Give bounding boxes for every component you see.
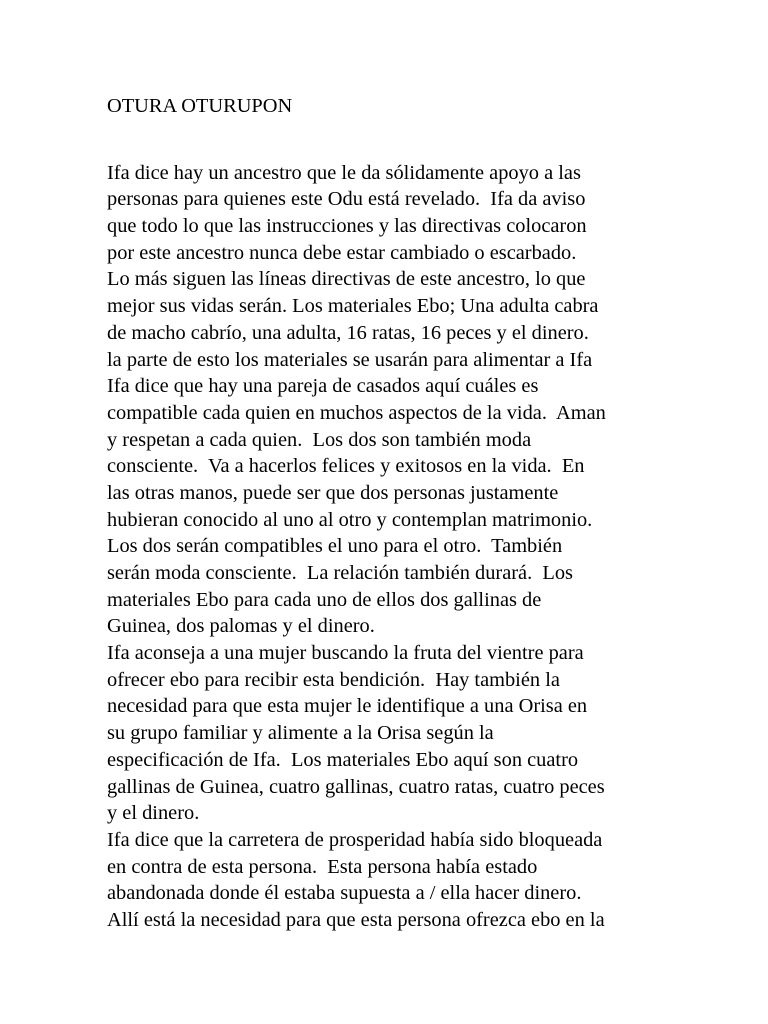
text-line: Ifa aconseja a una mujer buscando la fruta del vientre para: [107, 642, 584, 665]
text-line: Guinea, dos palomas y el dinero.: [107, 615, 375, 638]
text-line: especificación de Ifa. Los materiales Ebo aquí son cuatro: [107, 748, 579, 771]
text-line: por este ancestro nunca debe estar cambiado o escarbado.: [107, 241, 577, 264]
text-line: las otras manos, puede ser que dos personas justamente: [107, 481, 559, 504]
text-line: Ifa dice hay un ancestro que le da sólidamente apoyo a las: [107, 161, 581, 184]
text-line: Ifa dice que la carretera de prosperidad había sido bloqueada: [107, 828, 603, 851]
text-line: necesidad para que esta mujer le identifique a una Orisa en: [107, 695, 588, 718]
text-line: materiales Ebo para cada uno de ellos dos gallinas de: [107, 588, 542, 611]
text-line: ofrecer ebo para recibir esta bendición. Hay también la: [107, 668, 560, 691]
text-line: y el dinero.: [107, 802, 200, 825]
text-line: hubieran conocido al uno al otro y contemplan matrimonio.: [107, 508, 593, 531]
text-line: compatible cada quien en muchos aspectos de la vida. Aman: [107, 401, 606, 424]
text-line: mejor sus vidas serán. Los materiales Ebo; Una adulta cabra: [107, 295, 599, 318]
text-line: Los dos serán compatibles el uno para el otro. También: [107, 535, 563, 558]
text-line: la parte de esto los materiales se usarán para alimentar a Ifa: [107, 348, 593, 371]
text-line: serán moda consciente. La relación también durará. Los: [107, 562, 573, 584]
text-line: y respetan a cada quien. Los dos son también moda: [107, 428, 532, 451]
text-line: de macho cabrío, una adulta, 16 ratas, 16 peces y el dinero.: [107, 321, 589, 344]
document-text: [107, 160, 667, 934]
text-line: Lo más siguen las líneas directivas de este ancestro, lo que: [107, 268, 586, 291]
document-title: OTURA OTURUPON: [107, 95, 293, 117]
text-line: gallinas de Guinea, cuatro gallinas, cuatro ratas, cuatro peces: [107, 775, 605, 798]
text-line: Ifa dice que hay una pareja de casados aquí cuáles es: [107, 375, 539, 398]
text-line: personas para quienes este Odu está revelado. Ifa da aviso: [107, 188, 586, 211]
document-body: [107, 93, 667, 934]
text-line: su grupo familiar y alimente a la Orisa según la: [107, 722, 494, 745]
text-line: abandonada donde él estaba supuesta a / ella hacer dinero.: [107, 882, 582, 905]
text-line: consciente. Va a hacerlos felices y exitosos en la vida. En: [107, 455, 585, 478]
text-line: Allí está la necesidad para que esta persona ofrezca ebo en la: [107, 908, 605, 931]
text-line: que todo lo que las instrucciones y las directivas colocaron: [107, 215, 587, 238]
text-line: en contra de esta persona. Esta persona había estado: [107, 855, 538, 878]
